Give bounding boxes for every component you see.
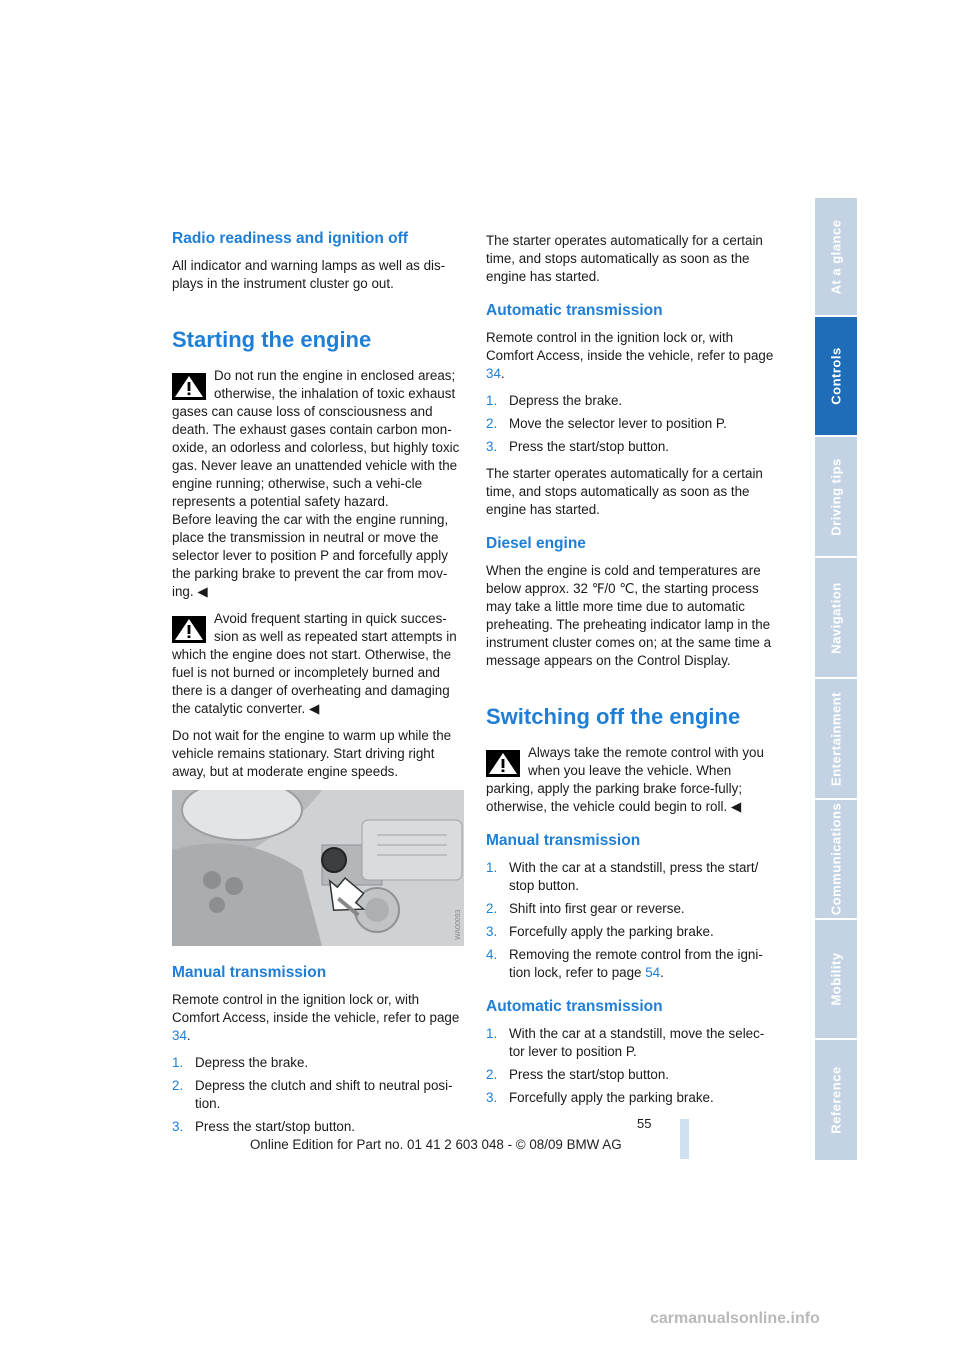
tab-entertainment[interactable]: Entertainment	[815, 679, 857, 798]
list-item: 2. Press the start/stop button.	[486, 1067, 670, 1082]
end-mark: ◀	[730, 799, 742, 814]
tab-mobility[interactable]: Mobility	[815, 920, 857, 1038]
off-manual-steps	[486, 859, 778, 982]
list-item: 4. Removing the remote control from the igni-tion lock, refer to page 54.	[486, 947, 763, 980]
warning-starting	[172, 610, 464, 718]
starter-text: The starter operates automatically for a certain time, and stops automatically as soon as the engine has started.	[486, 233, 763, 284]
start-button-illustration	[172, 790, 464, 946]
warning-exhaust-text-2: Before leaving the car with the engine running, place the transmission in neutral or move the selector lever to position P and forcefully apply the parking brake to prevent the car from mov-ing.	[172, 512, 449, 599]
page-link-34[interactable]: 34	[172, 1028, 187, 1043]
tab-at-a-glance[interactable]: At a glance	[815, 198, 857, 315]
tab-reference[interactable]: Reference	[815, 1040, 857, 1160]
tab-driving-tips[interactable]: Driving tips	[815, 437, 857, 556]
end-mark: ◀	[197, 584, 208, 599]
tab-communications[interactable]: Communications	[815, 800, 857, 918]
list-item: 3. Forcefully apply the parking brake.	[486, 924, 714, 939]
warning-remote-text: Always take the remote control with you when you leave the vehicle. When parking, apply the parking brake force-fully; otherwise, the vehicle could begin to roll.	[486, 745, 764, 814]
manual-steps	[172, 1054, 464, 1136]
diesel-heading: Diesel engine	[486, 535, 586, 552]
switching-off-heading: Switching off the engine	[486, 704, 741, 729]
list-item: 1. Depress the brake.	[486, 393, 623, 408]
list-item: 3. Press the start/stop button.	[172, 1119, 356, 1134]
list-item: 2. Move the selector lever to position P.	[486, 416, 727, 431]
automatic-text: Remote control in the ignition lock or, with Comfort Access, inside the vehicle, refer to page	[486, 330, 774, 363]
warning-exhaust-text: Do not run the engine in enclosed areas; otherwise, the inhalation of toxic exhaust gases can cause loss of consciousness and death. The exhaust gases contain carbon mon-oxide, an odorless and colorless, but highly toxic gas. Never leave an unattended vehicle with the engine running; otherwise, such a vehi-cle represents a potential safety hazard.	[172, 368, 460, 509]
chapter-tabs	[815, 198, 857, 1160]
list-item: 1. With the car at a standstill, press the start/ stop button.	[486, 860, 759, 893]
tab-navigation[interactable]: Navigation	[815, 558, 857, 677]
warning-remote	[486, 744, 778, 816]
list-item: 1. Depress the brake.	[172, 1055, 309, 1070]
list-item: 1. With the car at a standstill, move the selec-tor lever to position P.	[486, 1026, 765, 1059]
warning-icon	[486, 750, 520, 777]
image-code: WA00093	[455, 909, 462, 940]
off-manual-heading: Manual transmission	[486, 832, 641, 849]
list-item: 2. Shift into first gear or reverse.	[486, 901, 685, 916]
left-column: Radio readiness and ignition off All indicator and warning lamps as well as dis-plays in the instrument cluster go out. Starting the engine Do not run the engine in enclosed areas; otherwise, the inhalation of toxic exhaust gases can cause loss of consciousness and death. The exhaust gases contain carbon mon-oxide, an odorless and colorless, but highly toxic gas. Never leave an unattended vehicle with the engine running; otherwise, such a vehi-cle represents a potential safety hazard. Before leaving the car with the engine running, place the transmission in neutral or move the selector lever to position P and forcefully apply the parking brake to prevent the car from mov-ing. ◀ Avoid frequent starting in quick succes-sion as well as repeated start attempts in which the engine does not start. Otherwise, the fuel is not burned or incompletely burned and there is a danger of overheating and damaging the catalytic converter. ◀ Do not wait for the engine to warm up while the vehicle remains stationary. Start driving right away, but at moderate engine speeds. WA00093 Manual transmission Remote control in the ignition lock or, with Comfort Access, inside the vehicle, refer to page 34. 1. Depress the brake. 2. Depress the clutch and shift to neutral posi-tion. 3. Press the start/stop button.	[172, 230, 462, 1134]
radio-heading: Radio readiness and ignition off	[172, 230, 408, 247]
manual-heading: Manual transmission	[172, 964, 327, 981]
radio-text: All indicator and warning lamps as well as dis-plays in the instrument cluster go out.	[172, 258, 446, 291]
warning-exhaust	[172, 367, 464, 601]
off-automatic-steps	[486, 1025, 778, 1107]
warning-icon	[172, 616, 206, 643]
manual-text: Remote control in the ignition lock or, with Comfort Access, inside the vehicle, refer to page	[172, 992, 460, 1025]
warm-up-text: Do not wait for the engine to warm up while the vehicle remains stationary. Start driving right away, but at moderate engine speeds.	[172, 728, 452, 779]
automatic-steps	[486, 392, 778, 456]
right-column: The starter operates automatically for a certain time, and stops automatically as soon as the engine has started. Automatic transmission Remote control in the ignition lock or, with Comfort Access, inside the vehicle, refer to page 34. 1. Depress the brake. 2. Move the selector lever to position P. 3. Press the start/stop button. The starter operates automatically for a certain time, and stops automatically as soon as the engine has started. Diesel engine When the engine is cold and temperatures are below approx. 32 ℉/0 ℃, the starting process may take a little more time due to automatic preheating. The preheating indicator lamp in the instrument cluster comes on; at the same time a message appears on the Control Display. Switching off the engine Always take the remote control with you when you leave the vehicle. When parking, apply the parking brake force-fully; otherwise, the vehicle could begin to roll. ◀ Manual transmission 1. With the car at a standstill, press the start/ stop button. 2. Shift into first gear or reverse. 3. Forcefully apply the parking brake. 4. Removing the remote control from the igni-tion lock, refer to page 54. Automatic transmission 1. With the car at a standstill, move the selec-tor lever to position P. 2. Press the start/stop button. 3. Forcefully apply the parking brake.	[486, 232, 778, 1116]
warning-starting-text: Avoid frequent starting in quick succes-sion as well as repeated start attempts in which the engine does not start. Otherwise, the fuel is not burned or incompletely burned and there is a danger of overheating and damaging the catalytic converter.	[172, 611, 457, 716]
page-link-34[interactable]: 34	[486, 366, 501, 381]
watermark: carmanualsonline.info	[650, 1310, 820, 1327]
footer-text: Online Edition for Part no. 01 41 2 603 048 - © 08/09 BMW AG	[250, 1137, 622, 1152]
end-mark: ◀	[308, 701, 320, 716]
page-number: 55	[637, 1116, 652, 1131]
list-item: 2. Depress the clutch and shift to neutral posi-tion.	[172, 1078, 453, 1111]
list-item: 3. Press the start/stop button.	[486, 439, 670, 454]
starter-text-2: The starter operates automatically for a certain time, and stops automatically as soon as the engine has started.	[486, 466, 763, 517]
steering-wheel-photo	[172, 790, 464, 946]
diesel-text: When the engine is cold and temperatures are below approx. 32 ℉/0 ℃, the starting process may take a little more time due to automatic preheating. The preheating indicator lamp in the instrument cluster comes on; at the same time a message appears on the Control Display.	[486, 563, 772, 668]
list-item: 3. Forcefully apply the parking brake.	[486, 1090, 714, 1105]
starting-heading: Starting the engine	[172, 327, 372, 352]
page-marker	[680, 1119, 689, 1159]
automatic-heading: Automatic transmission	[486, 302, 663, 319]
warning-icon	[172, 373, 206, 400]
tab-controls[interactable]: Controls	[815, 317, 857, 435]
page-link-54[interactable]: 54	[645, 965, 661, 980]
off-automatic-heading: Automatic transmission	[486, 998, 663, 1015]
